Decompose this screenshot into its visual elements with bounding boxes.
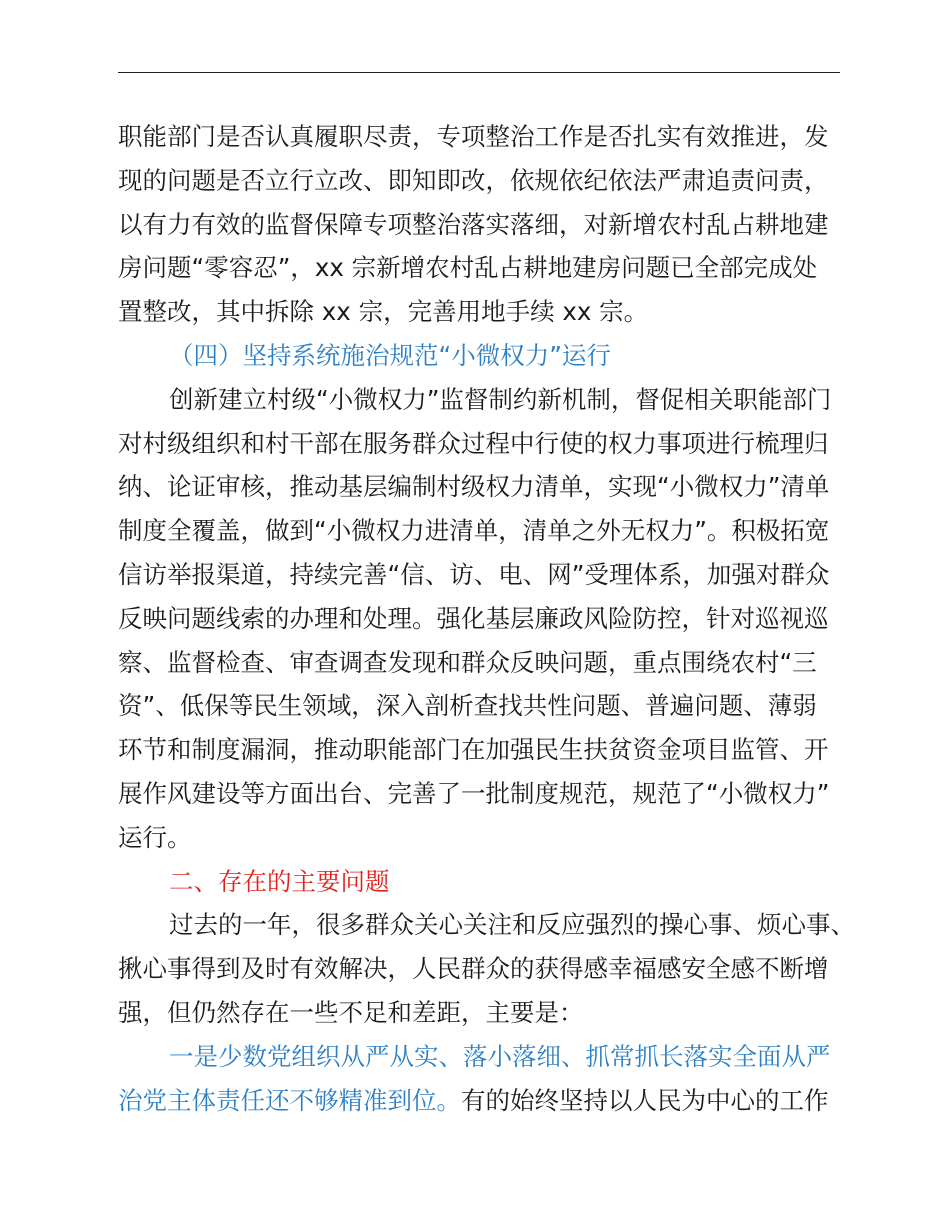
body-line: 职能部门是否认真履职尽责，专项整治工作是否扎实有效推进，发: [118, 122, 829, 151]
body-line: 现的问题是否立行立改、即知即改，依规依纪依法严肃追责问责，: [118, 165, 829, 195]
body-line: 环节和制度漏洞，推动职能部门在加强民生扶贫资金项目监管、开: [118, 735, 829, 765]
body-line: 纳、论证审核，推动基层编制村级权力清单，实现“小微权力”清单: [118, 472, 830, 502]
body-line: 运行。: [118, 822, 192, 852]
problem-one-heading: 一是少数党组织从严从实、落小落细、抓常抓长落实全面从严: [169, 1041, 831, 1071]
body-line: 以有力有效的监督保障专项整治落实落细，对新增农村乱占耕地建: [118, 209, 829, 239]
header-rule: [118, 72, 840, 73]
problem-one-body-start: 有的始终坚持以人民为中心的工作: [461, 1085, 829, 1115]
body-line: 置整改，其中拆除 xx 宗，完善用地手续 xx 宗。: [118, 297, 649, 327]
body-line: 资”、低保等民生领域，深入剖析查找共性问题、普遍问题、薄弱: [118, 691, 817, 721]
body-line: 信访举报渠道，持续完善“信、访、电、网”受理体系，加强对群众: [118, 559, 830, 589]
body-line: 制度全覆盖，做到“小微权力进清单，清单之外无权力”。积极拓宽: [118, 516, 830, 546]
body-line: 察、监督检查、审查调查发现和群众反映问题，重点围绕农村“三: [118, 647, 817, 677]
document-body: [118, 115, 855, 1122]
body-line: 揪心事得到及时有效解决，人民群众的获得感幸福感安全感不断增: [118, 954, 829, 984]
section-heading-small-power: （四）坚持系统施治规范“小微权力”运行: [169, 340, 611, 370]
body-line: 对村级组织和村干部在服务群众过程中行使的权力事项进行梳理归: [118, 428, 829, 458]
paragraph-first-line: 过去的一年，很多群众关心关注和反应强烈的操心事、烦心事、: [169, 910, 855, 940]
section-heading-main-problems: 二、存在的主要问题: [169, 866, 390, 896]
body-line: 强，但仍然存在一些不足和差距，主要是：: [118, 997, 584, 1027]
body-line: 展作风建设等方面出台、完善了一批制度规范，规范了“小微权力”: [118, 778, 830, 808]
body-line: 反映问题线索的办理和处理。强化基层廉政风险防控，针对巡视巡: [118, 603, 829, 633]
problem-one-line: [118, 1079, 842, 1123]
paragraph-first-line: 创新建立村级“小微权力”监督制约新机制，督促相关职能部门: [169, 384, 832, 414]
body-line: 房问题“零容忍”，xx 宗新增农村乱占耕地建房问题已全部完成处: [118, 253, 818, 283]
problem-one-heading-tail: 治党主体责任还不够精准到位。: [118, 1085, 461, 1115]
